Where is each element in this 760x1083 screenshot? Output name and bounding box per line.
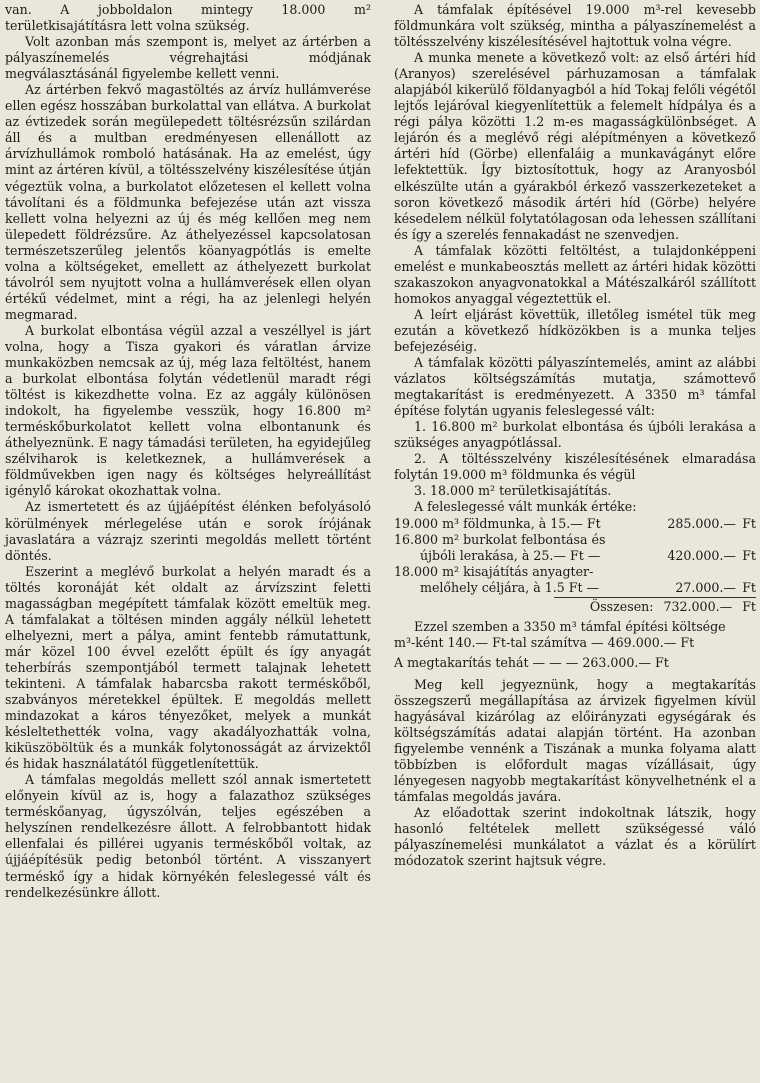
list-item: 2. A töltésszelvény kiszélesítésének elmaradása folytán 19.000 m³ földmunka és végül: [394, 451, 756, 483]
total-currency: Ft: [742, 598, 756, 614]
cost-amount: [652, 532, 736, 548]
cost-amount: [652, 564, 736, 580]
paragraph: A leírt eljárást követtük, illetőleg ismétel tük meg ezután a következő hídközökben is a munka teljes befejezéséig.: [394, 306, 756, 354]
total-label: Összesen:: [589, 598, 654, 614]
paragraph: A támfalak közötti feltöltést, a tulajdonképpeni emelést e munkabeosztás mellett az ártéri hidak közötti szakaszokon anyagvonatokkal a Mátészalkáról szállított homokos anyaggal végeztettük el.: [394, 242, 756, 306]
cost-desc: újbóli lerakása, à 25.— Ft —: [420, 547, 601, 563]
paragraph: A munka menete a következő volt: az első ártéri híd (Aranyos) szerelésével párhuzamosan a támfalak alapjából kikerülő földanyagból a híd Tokaj felőli végétől lejtős lejáróval kiegyenlítettük a felemelt hídpálya és a régi pálya közötti 1.2 m-es magasságkülönbséget. A lejárón és a meglévő régi alépítményen a következő ártéri híd (Görbe) ellenfaláig a munkavágányt előre lefektettük. Így biztosítottuk, hogy az Aranyosból elkészülte után a gyárakból érkező vasszerkezeteket a soron következő második ártéri híd (Görbe) helyére késedelem nélkül folytatólagosan oda lehessen szállítani és így a szerelés fennakadást ne szenvedjen.: [394, 50, 756, 242]
paragraph: A támfalak közötti pályaszíntemelés, amint az alábbi vázlatos költségszámítás mutatja, számottevő megtakarítást is eredményezett. A 3350 m³ támfal építése folytán ugyanis feleslegessé vált:: [394, 355, 756, 419]
paragraph: Volt azonban más szempont is, melyet az ártérben a pályaszínemelés végrehajtási módjának megválasztásánál figyelembe kellett venni.: [5, 34, 371, 82]
cost-row: [394, 516, 756, 532]
paragraph: A támfalas megoldás mellett szól annak ismertetett előnyein kívül az is, hogy a falazathoz szükséges terméskőanyag, úgyszólván, teljes egészében a helyszínen rendelkezésre állott. A felrobbantott hidak ellenfalai és pillérei ugyanis terméskőből voltak, az újjáépítésük pedig betonból történt. A visszanyert terméskő így a hidak környékén feleslegessé vált és rendelkezésünkre állott.: [5, 772, 371, 900]
right-column: [394, 2, 756, 869]
costs-intro: A feleslegessé vált munkák értéke:: [414, 499, 637, 515]
cost-currency: Ft: [742, 579, 756, 595]
paragraph: Az ismertetett és az újjáépítést élénken befolyásoló körülmények mérlegelése után e sorok írójának javaslatára a vázrajz szerinti megoldás mellett történt döntés.: [5, 499, 371, 563]
cost-row: [394, 564, 756, 580]
cost-row: [394, 580, 756, 596]
cost-desc: 18.000 m² kisajátítás anyagter-: [394, 563, 594, 579]
sum-rule: [554, 597, 756, 598]
cost-currency: Ft: [742, 547, 756, 563]
paragraph: Meg kell jegyeznünk, hogy a megtakarítás összegszerű megállapítása az árvizek figyelmen kívül hagyásával kizárólag az előirányzati egységárak és költségszámítás adatai alapján történt. Ha azonban figyelembe vennénk a Tiszának a munka folyama alatt többízben is előfordult magas vízállásait, úgy lényegesen nagyobb megtakarítást könyvelhetnénk el a támfalas megoldás javára.: [394, 676, 756, 805]
cost-currency: Ft: [742, 515, 756, 531]
cost-currency: [736, 564, 756, 580]
cost-desc: 19.000 m³ földmunka, à 15.— Ft: [394, 515, 601, 531]
paragraph: A burkolat elbontása végül azzal a veszéllyel is járt volna, hogy a Tisza gyakori és váratlan árvize munkaközben nemcsak az új, még laza feltöltést, hanem a burkolat elbontása folytán védetlenül maradt régi töltést is kikezdhette volna. Ez az aggály különösen indokolt, ha figyelembe vesszük, hogy 16.800 m² terméskőburkolatot kellett volna elbontanunk és áthelyeznünk. E nagy támadási területen, ha egyidejűleg szélviharok is keletkeznek, a hullámverések a földművekben igen nagy és költséges helyreállítást igénylő károkat okozhattak volna.: [5, 322, 371, 499]
paragraph: Eszerint a meglévő burkolat a helyén maradt és a töltés koronáját két oldalt az árvízszint feletti magasságban megépített támfalak között emeltük meg. A támfalakat a töltésen minden aggály nélkül lehetett elhelyezni, mert a pálya, amint fentebb rámutattunk, már közel 100 évvel ezelőtt épült és így anyagát teherbírás szempontjából termett talajnak lehetett tekinteni. A támfalak habarcsba rakott terméskőből, szabványos méretekkel épültek. E megoldás mellett mindazokat a káros tényezőket, melyek a munkát késleltethették volna, vagy akadályozhatták volna, kiküszöböltük és a munkák folytonosságát az árvizektől és hidak használatától függetlenítettük.: [5, 563, 371, 772]
cost-amount: 285.000.—: [667, 515, 736, 531]
cost-amount: 420.000.—: [667, 547, 736, 563]
cost-desc: melőhely céljára, à 1.5 Ft —: [420, 579, 600, 595]
list-item: 3. 18.000 m² területkisajátítás.: [414, 483, 612, 499]
cost-row: [394, 532, 756, 548]
wall-cost-line: m³-ként 140.— Ft-tal számítva — 469.000.— Ft: [394, 634, 695, 650]
left-column: [5, 2, 371, 901]
wall-cost-text: Ezzel szemben a 3350 m³ támfal építési költsége: [414, 618, 726, 634]
cost-currency: [736, 532, 756, 548]
paragraph: van. A jobboldalon mintegy 18.000 m² területkisajátításra lett volna szükség.: [5, 2, 371, 34]
cost-amount: 27.000.—: [675, 579, 736, 595]
cost-row: [394, 548, 756, 564]
total-amount: 732.000.—: [663, 598, 733, 614]
list-item: 1. 16.800 m² burkolat elbontása és újbóli lerakása a szükséges anyagpótlással.: [394, 419, 756, 451]
cost-table: [394, 516, 756, 596]
total-row: [394, 599, 756, 615]
savings-line: A megtakarítás tehát — — — 263.000.— Ft: [394, 654, 669, 670]
paragraph: Az előadottak szerint indokoltnak látszik, hogy hasonló feltételek mellett szükségessé váló pályaszínemelési munkálatot a vázlat és a körülírt módozatok szerint hajtsuk végre.: [394, 805, 756, 869]
paragraph: Az ártérben fekvő magastöltés az árvíz hullámverése ellen egész hosszában burkolattal van ellátva. A burkolat az évtizedek során megülepedett töltésrézsűn szilárdan áll és a multban eredményesen ellenállott az árvízhullámok romboló hatásának. Ha az emelést, úgy mint az ártéren kívül, a töltésszelvény kiszélesítése útján végeztük volna, a burkolatot előzetesen el kellett volna távolítani és a földmunka befejezése után azt vissza kellett volna helyezni az új és még kellően meg nem ülepedett földrézsűre. Az áthelyezéssel kapcsolatosan természetszerűleg jelentős köanyagpótlás is emelte volna a költségeket, emellett az áthelyezett burkolat távolról sem nyujtott volna a hullámverések ellen olyan értékű védelmet, mint a régi, ha az jelenlegi helyén megmarad.: [5, 82, 371, 322]
cost-desc: 16.800 m² burkolat felbontása és: [394, 531, 606, 547]
paragraph: A támfalak építésével 19.000 m³-rel kevesebb földmunkára volt szükség, mintha a pályaszínemelést a töltésszelvény kiszélesítésével hajtottuk volna végre.: [394, 2, 756, 50]
